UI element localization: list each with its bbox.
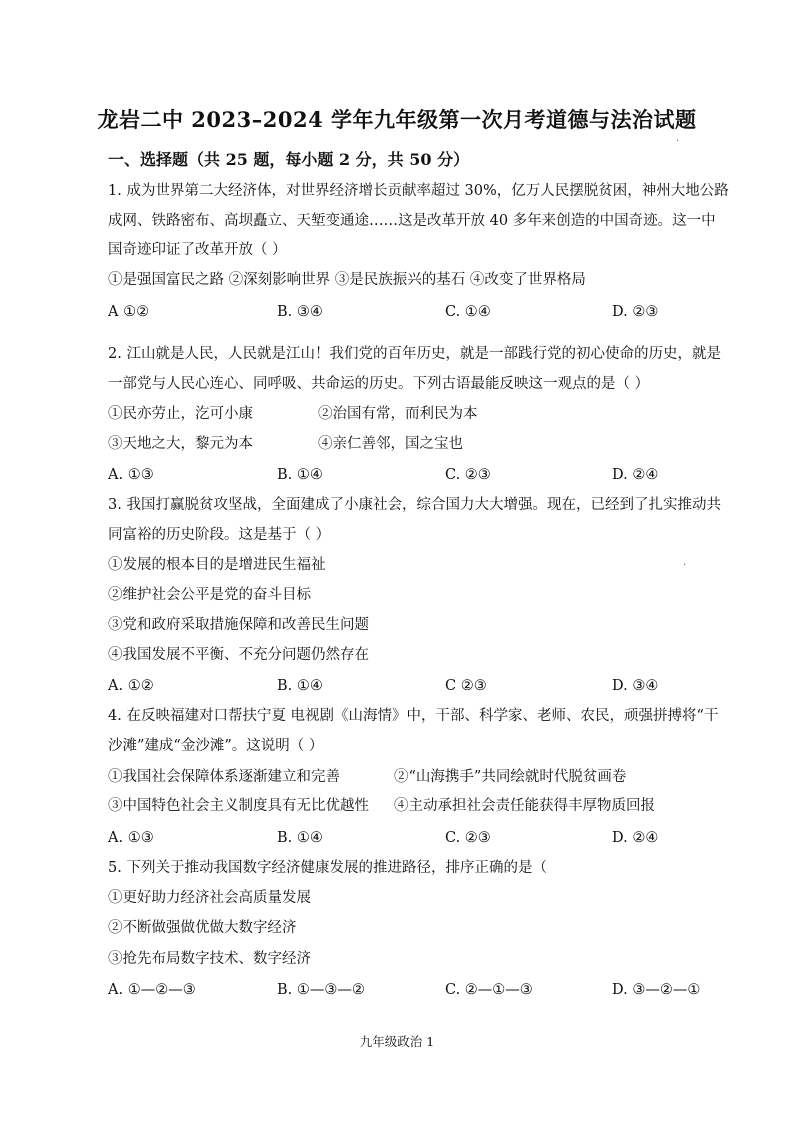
q4-statement-3: ③中国特色社会主义制度具有无比优越性 — [108, 798, 369, 814]
q2-statement-3: ③天地之大，黎元为本 — [108, 436, 253, 452]
q3-option-b: B. ①④ — [277, 678, 323, 694]
q4-stem-line-2: 沙滩”建成“金沙滩”。这说明（ ） — [108, 738, 324, 754]
q3-statement-1: ①发展的根本目的是增进民生福祉 — [108, 557, 326, 573]
scan-speck: · — [683, 560, 687, 571]
q4-stem-line-1: 4. 在反映福建对口帮扶宁夏 电视剧《山海情》中，干部、科学家、老师、农民，顽强拼搏将“干 — [108, 708, 719, 724]
q5-statement-1: ①更好助力经济社会高质量发展 — [108, 890, 311, 906]
q1-option-a: A ①② — [108, 304, 150, 320]
q1-statements: ①是强国富民之路 ②深刻影响世界 ③是民族振兴的基石 ④改变了世界格局 — [108, 272, 586, 288]
q2-option-c: C. ②③ — [445, 467, 491, 483]
q2-statement-2: ②治国有常，而利民为本 — [318, 406, 478, 422]
q1-stem-line-3: 国奇迹印证了改革开放（ ） — [108, 242, 287, 258]
q4-option-c: C. ②③ — [445, 830, 491, 846]
q5-option-b: B. ①—③—② — [277, 982, 365, 998]
q4-statement-2: ②“山海携手”共同绘就时代脱贫画卷 — [394, 769, 627, 785]
q3-statement-4: ④我国发展不平衡、不充分问题仍然存在 — [108, 647, 369, 663]
q4-option-a: A. ①③ — [108, 830, 154, 846]
section-heading: 一、选择题（共 25 题，每小题 2 分，共 50 分） — [108, 150, 470, 169]
q1-stem-line-1: 1. 成为世界第二大经济体，对世界经济增长贡献率超过 30%，亿万人民摆脱贫困，神州大地公路 — [108, 183, 729, 199]
q4-statement-1: ①我国社会保障体系逐渐建立和完善 — [108, 769, 340, 785]
q1-option-d: D. ②③ — [612, 304, 659, 320]
q2-option-b: B. ①④ — [277, 467, 323, 483]
q5-option-c: C. ②—①—③ — [445, 982, 533, 998]
q2-option-d: D. ②④ — [612, 467, 659, 483]
scan-speck: · — [676, 136, 680, 147]
q5-option-d: D. ③—②—① — [612, 982, 701, 998]
q1-stem-line-2: 成网、铁路密布、高坝矗立、天堑变通途……这是改革开放 40 多年来创造的中国奇迹。这一中 — [108, 213, 716, 229]
q3-option-a: A. ①② — [108, 678, 154, 694]
q2-option-a: A. ①③ — [108, 467, 154, 483]
q3-stem-line-1: 3. 我国打赢脱贫攻坚战，全面建成了小康社会，综合国力大大增强。现在，已经到了扎实推动共 — [108, 497, 721, 513]
q3-option-c: C ②③ — [445, 678, 487, 694]
q4-option-d: D. ②④ — [612, 830, 659, 846]
q4-statement-4: ④主动承担社会责任能获得丰厚物质回报 — [394, 798, 655, 814]
page-footer: 九年级政治 1 — [359, 1034, 435, 1049]
q5-statement-3: ③抢先布局数字技术、数字经济 — [108, 951, 311, 967]
q5-statement-2: ②不断做强做优做大数字经济 — [108, 920, 297, 936]
q3-option-d: D. ③④ — [612, 678, 659, 694]
q2-stem-line-2: 一部党与人民心连心、同呼吸、共命运的历史。下列古语最能反映这一观点的是（ ） — [108, 376, 650, 392]
q5-stem-line-1: 5. 下列关于推动我国数字经济健康发展的推进路径，排序正确的是（ — [108, 860, 547, 876]
q1-option-b: B. ③④ — [277, 304, 323, 320]
q4-option-b: B. ①④ — [277, 830, 323, 846]
q3-statement-3: ③党和政府采取措施保障和改善民生问题 — [108, 617, 369, 633]
q2-statement-1: ①民亦劳止，汔可小康 — [108, 406, 253, 422]
q1-option-c: C. ①④ — [445, 304, 491, 320]
q2-stem-line-1: 2. 江山就是人民，人民就是江山！我们党的百年历史，就是一部践行党的初心使命的历史，就是 — [108, 346, 721, 362]
q5-option-a: A. ①—②—③ — [108, 982, 196, 998]
exam-title: 龙岩二中 2023–2024 学年九年级第一次月考道德与法治试题 — [97, 107, 697, 132]
q2-statement-4: ④亲仁善邻，国之宝也 — [318, 436, 463, 452]
q3-stem-line-2: 同富裕的历史阶段。这是基于（ ） — [108, 527, 331, 543]
q3-statement-2: ②维护社会公平是党的奋斗目标 — [108, 587, 311, 603]
